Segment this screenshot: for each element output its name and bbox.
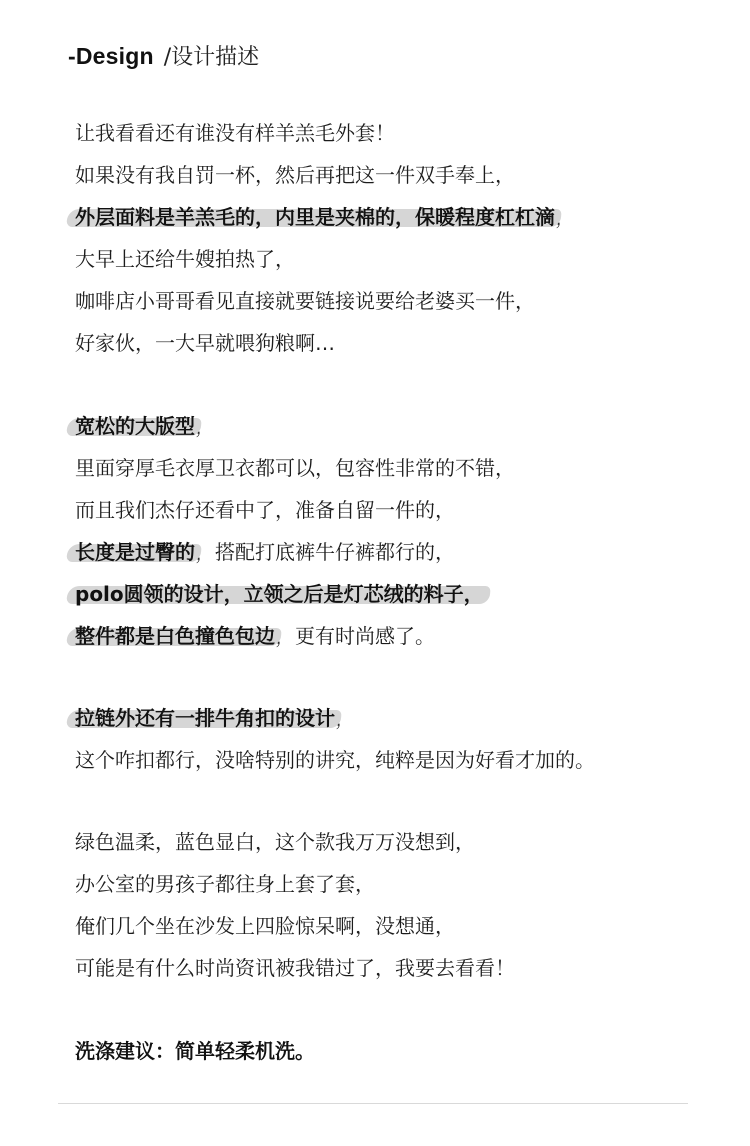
para3-line1 [75,703,355,733]
highlight-text: 长度是过臀的 [75,540,195,564]
para4-line4: 可能是有什么时尚资讯被我错过了，我要去看看！ [75,956,515,980]
line-text: ，搭配打底裤牛仔裤都行的， [195,540,455,564]
line-text: ，更有时尚感了。 [275,624,435,648]
para2-line1 [75,411,215,441]
para2-line4 [75,537,455,567]
highlight-text: 整件都是白色撞色包边 [75,624,275,648]
bottom-divider [58,1103,688,1104]
para1-line3 [75,202,575,232]
highlight-text: 拉链外还有一排牛角扣的设计 [75,706,335,730]
para1-line5: 咖啡店小哥哥看见直接就要链接说要给老婆买一件， [75,289,535,313]
para1-line2: 如果没有我自罚一杯，然后再把这一件双手奉上， [75,163,515,187]
para4-line3: 俺们几个坐在沙发上四脸惊呆啊，没想通， [75,914,455,938]
para4-line1: 绿色温柔，蓝色显白，这个款我万万没想到， [75,830,475,854]
para1-line1: 让我看看还有谁没有样羊羔毛外套！ [75,121,395,145]
line-text: ， [335,706,355,730]
header-title-en: -Design [68,43,154,69]
para2-line2: 里面穿厚毛衣厚卫衣都可以，包容性非常的不错， [75,456,515,480]
highlight-text: 外层面料是羊羔毛的，内里是夹棉的，保暖程度杠杠滴 [75,205,555,229]
para2-line3: 而且我们杰仔还看中了，准备自留一件的， [75,498,455,522]
highlight-text: polo圆领的设计，立领之后是灯芯绒的料子， [75,582,484,606]
header-title-cn: /设计描述 [163,45,260,70]
para1-line6: 好家伙，一大早就喂狗粮啊… [75,331,335,355]
para3-line2: 这个咋扣都行，没啥特别的讲究，纯粹是因为好看才加的。 [75,748,595,772]
para2-line5 [75,579,484,609]
para1-line4: 大早上还给牛嫂拍热了， [75,247,295,271]
line-text: ， [555,205,575,229]
section-header [68,40,259,74]
para2-line6 [75,621,435,651]
para4-line2: 办公室的男孩子都往身上套了套， [75,872,375,896]
highlight-text: 宽松的大版型 [75,414,195,438]
line-text: ， [195,414,215,438]
washing-advice: 洗涤建议：简单轻柔机洗。 [75,1039,315,1063]
